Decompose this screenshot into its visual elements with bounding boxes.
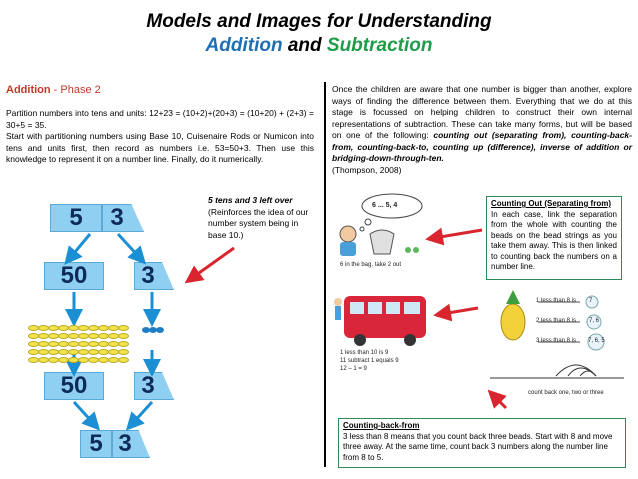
column-divider [324,82,326,467]
mid-tens-digit: 50 [60,262,88,289]
lower-tens-digit: 50 [60,372,88,399]
bag-illustration [340,226,419,256]
bus-illustration [334,296,426,346]
mid-units-digit: 3 [141,262,155,289]
addition-paragraph-2: Start with partitioning numbers using Base 10, Cuisenaire Rods or Numicon into tens and units first, then record as numbers i.e. 53=50+3. Then use this knowledge to represent it on a number line. Finally, do it numerically. [6,131,314,164]
bag-caption: 6 in the bag, take 2 out [340,262,402,268]
blue-arrow-right-down [118,234,140,258]
unit-beads [142,327,164,333]
blue-arrow-left-down [70,234,90,258]
bottom-units-digit: 3 [118,430,132,457]
addition-heading-label: Addition [6,84,51,96]
title-addition: Addition [205,35,283,56]
subtraction-paragraph: Once the children are aware that one number is bigger than another, explore ways of finding the difference between them. Everything that we do at this stage is focussed on helping children to construct their own internal representations of subtraction. These can take many forms, but will be based on one of the following: [332,84,632,140]
addition-heading-phase: - Phase 2 [50,84,101,96]
ten-bead [118,357,129,363]
addition-paragraph-1: Partition numbers into tens and units: 12+23 = (10+2)+(20+3) = (10+20) + (2+3) = 30+5 = 35. [6,108,314,130]
answer-1: 7 [589,298,593,304]
blue-arrow-merge-left [74,402,94,424]
tens-note-body: (Reinforces the idea of our number system being in base 10.) [208,206,309,240]
red-arrow-to-units [192,248,234,278]
answer-3: 7, 6, 5 [588,338,605,344]
red-arrow-bag [434,230,482,238]
tens-note-heading: 5 tens and 3 left over [208,195,293,205]
number-line-caption: count back one, two or three [528,390,604,396]
title-line2 [0,34,638,58]
ten-bead [118,325,129,331]
title-line1: Models and Images for Understanding [146,11,492,32]
counting-out-box [486,196,622,280]
red-arrow-bus [442,308,478,314]
bottom-tens-digit: 5 [89,430,103,457]
less-than-1: 1 less than 8 is [536,298,577,304]
top-tens-digit: 5 [69,204,83,231]
answer-2: 7, 6 [589,318,600,324]
less-than-2: 2 less than 8 is [536,318,577,324]
counting-out-title: Counting Out (Separating from) [491,199,611,208]
bus-line-2: 11 subtract 1 equals 9 [340,358,399,364]
addition-heading [6,84,101,96]
ten-bead [118,341,129,347]
thought-bubble [360,194,422,231]
page-title [0,10,638,58]
counting-out-body: In each case, link the separation from the whole with counting the beads on the bead strings as you take them away. This is then linked to counting back the numbers on a number line. [491,209,617,271]
ten-bead [118,349,129,355]
bus-line-1: 1 less than 10 is 9 [340,350,389,356]
top-units-digit: 3 [110,204,124,231]
blue-arrow-merge-right [132,402,152,424]
pineapple-illustration [501,290,525,340]
counting-back-box [338,418,626,468]
red-arrow-number-line [494,396,506,408]
title-and: and [282,35,327,56]
less-than-3: 3 less than 8 is [536,338,577,344]
subtraction-strategies: counting out (separating from), counting-back-from, counting-back-to, counting up (difference), inverse of addition or bridging-down-through-ten. [332,130,632,163]
title-subtraction: Subtraction [326,35,433,56]
ten-bead [118,333,129,339]
addition-body [6,108,314,166]
bus-line-3: 12 – 1 = 9 [340,366,367,372]
counting-back-title: Counting-back-from [343,421,420,430]
lower-units-digit: 3 [141,372,155,399]
number-line [490,365,624,378]
counting-back-body: 3 less than 8 means that you count back three beads. Start with 8 and move three away. At the same time, count back 3 numbers along the number line from 8 to 5. [343,431,613,462]
citation: (Thompson, 2008) [332,164,402,175]
subtraction-body [332,84,632,176]
bubble-text: 6 ... 5, 4 [372,202,398,209]
